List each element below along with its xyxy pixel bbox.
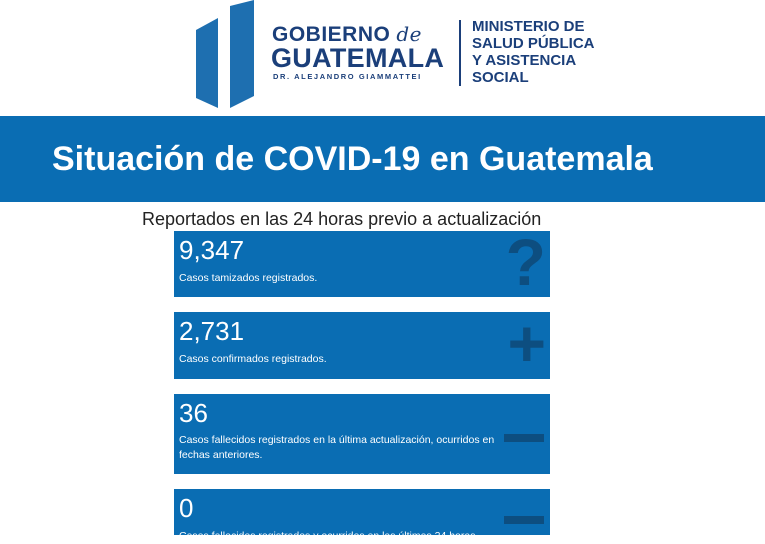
card-confirmed-cases xyxy=(174,306,550,380)
card-description: Casos fallecidos registrados y ocurridos en las últimas 24 horas. xyxy=(179,530,479,542)
card-screened-cases xyxy=(174,225,550,299)
card-description: Casos fallecidos registrados en la última actualización, ocurridos en fechas anteriores. xyxy=(179,434,495,461)
subtitle: Reportados en las 24 horas previo a actualización xyxy=(142,209,542,229)
card-deaths-last-24h xyxy=(174,489,550,542)
card-value: 2,731 xyxy=(179,316,245,346)
ministry-label: MINISTERIO DE SALUD PÚBLICA Y ASISTENCIA SOCIAL xyxy=(472,18,595,86)
president-label: DR. ALEJANDRO GIAMMATTEI xyxy=(273,72,422,81)
gobierno-label: GOBIERNO de xyxy=(272,22,422,46)
card-description: Casos tamizados registrados. xyxy=(179,272,318,284)
card-value: 0 xyxy=(179,493,194,523)
divider xyxy=(459,20,461,86)
page-title: Situación de COVID-19 en Guatemala xyxy=(52,140,653,178)
card-value: 36 xyxy=(179,398,208,428)
card-description: Casos confirmados registrados. xyxy=(179,353,327,365)
question-icon: ? xyxy=(505,225,546,299)
header xyxy=(0,0,765,116)
card-value: 9,347 xyxy=(179,235,245,265)
minus-icon xyxy=(504,516,544,524)
guatemala-label: GUATEMALA xyxy=(271,43,445,73)
plus-icon: + xyxy=(507,306,546,380)
guatemala-emblem-icon xyxy=(196,0,260,110)
card-deaths-prior-dates xyxy=(174,394,550,474)
title-banner xyxy=(0,116,765,202)
